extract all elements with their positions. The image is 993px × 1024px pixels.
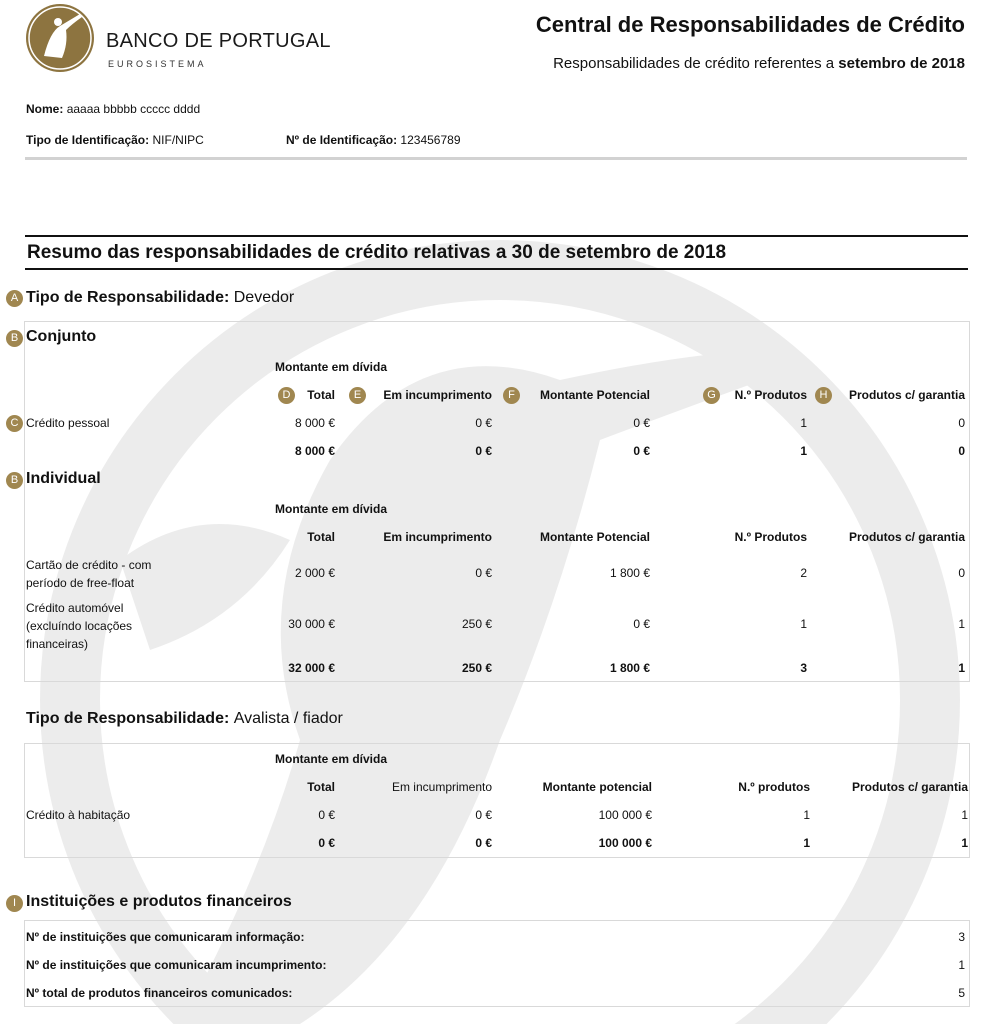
devedor-box bbox=[24, 321, 970, 682]
tipo1-label: Tipo de Responsabilidade: bbox=[26, 289, 230, 306]
divider bbox=[25, 157, 967, 160]
total-produtos: 1 bbox=[803, 836, 810, 850]
id-number-value: 123456789 bbox=[400, 133, 461, 147]
individual-title: Individual bbox=[26, 470, 101, 487]
total-incumprimento: 250 € bbox=[461, 661, 492, 675]
page-subtitle bbox=[553, 55, 965, 72]
total-incumprimento: 0 € bbox=[475, 836, 492, 850]
page-title: Central de Responsabilidades de Crédito bbox=[535, 12, 965, 37]
row-label-line: período de free-float bbox=[26, 576, 135, 590]
inst-row-label: Nº de instituições que comunicaram informação: bbox=[26, 930, 305, 944]
badge-e: E bbox=[349, 387, 366, 404]
inst-row-label: Nº total de produtos financeiros comunicados: bbox=[26, 986, 293, 1000]
cell-potencial: 1 800 € bbox=[609, 566, 650, 580]
col-potencial: Montante Potencial bbox=[539, 388, 650, 402]
badge-a: A bbox=[6, 290, 23, 307]
client-id-number bbox=[286, 133, 461, 147]
col-produtos: N.º Produtos bbox=[734, 388, 807, 402]
cell-produtos: 2 bbox=[800, 566, 807, 580]
client-name-label: Nome: bbox=[26, 102, 64, 116]
col-total: Total bbox=[307, 780, 335, 794]
client-name-value: aaaaa bbbbb ccccc dddd bbox=[66, 102, 201, 116]
col-produtos: N.º produtos bbox=[738, 780, 810, 794]
cell-garantia: 0 bbox=[958, 566, 965, 580]
badge-c: C bbox=[6, 415, 23, 432]
cell-produtos: 1 bbox=[803, 808, 810, 822]
total-total: 32 000 € bbox=[288, 661, 335, 675]
id-type-value: NIF/NIPC bbox=[152, 133, 204, 147]
id-number-label: Nº de Identificação: bbox=[286, 133, 398, 147]
row-label-line: Cartão de crédito - com bbox=[26, 558, 152, 572]
total-garantia: 0 bbox=[958, 444, 965, 458]
col-garantia: Produtos c/ garantia bbox=[848, 530, 965, 544]
col-incumprimento: Em incumprimento bbox=[383, 388, 492, 402]
badge-h: H bbox=[815, 387, 832, 404]
total-incumprimento: 0 € bbox=[475, 444, 492, 458]
row-label: Crédito à habitação bbox=[26, 808, 131, 822]
badge-d: D bbox=[278, 387, 295, 404]
row-label bbox=[26, 556, 151, 592]
total-produtos: 1 bbox=[800, 444, 807, 458]
bank-name: BANCO DE PORTUGAL bbox=[106, 30, 331, 52]
cell-garantia: 1 bbox=[961, 808, 968, 822]
section-rule-bottom bbox=[25, 268, 968, 270]
col-potencial: Montante Potencial bbox=[539, 530, 650, 544]
cell-garantia: 0 bbox=[958, 416, 965, 430]
col-garantia: Produtos c/ garantia bbox=[848, 388, 965, 402]
row-label-line: Crédito automóvel bbox=[26, 601, 124, 615]
cell-incumprimento: 0 € bbox=[475, 416, 492, 430]
id-type-label: Tipo de Identificação: bbox=[26, 133, 150, 147]
avalista-box bbox=[24, 743, 970, 858]
total-potencial: 1 800 € bbox=[609, 661, 650, 675]
col-produtos: N.º Produtos bbox=[734, 530, 807, 544]
tipo2-label: Tipo de Responsabilidade: bbox=[26, 710, 230, 727]
col-incumprimento: Em incumprimento bbox=[391, 780, 492, 794]
col-total: Total bbox=[307, 530, 335, 544]
badge-b-conjunto: B bbox=[6, 330, 23, 347]
subtitle-prefix: Responsabilidades de crédito referentes a bbox=[553, 55, 835, 72]
tipo1-value: Devedor bbox=[233, 289, 295, 306]
col-incumprimento: Em incumprimento bbox=[383, 530, 492, 544]
instituicoes-title: Instituições e produtos financeiros bbox=[26, 893, 292, 910]
cell-produtos: 1 bbox=[800, 416, 807, 430]
badge-i: I bbox=[6, 895, 23, 912]
cell-garantia: 1 bbox=[958, 617, 965, 631]
client-id-type bbox=[26, 133, 204, 147]
inst-row-value: 1 bbox=[958, 958, 965, 972]
total-potencial: 0 € bbox=[633, 444, 650, 458]
conjunto-title: Conjunto bbox=[26, 328, 97, 345]
bank-subtitle: EUROSISTEMA bbox=[108, 59, 207, 69]
cell-total: 30 000 € bbox=[288, 617, 335, 631]
row-label bbox=[26, 599, 132, 653]
avalista-group-header: Montante em dívida bbox=[275, 752, 388, 766]
total-produtos: 3 bbox=[800, 661, 807, 675]
responsibility-type-1 bbox=[26, 289, 294, 307]
cell-total: 2 000 € bbox=[294, 566, 335, 580]
cell-total: 0 € bbox=[318, 808, 335, 822]
col-total: Total bbox=[307, 388, 335, 402]
badge-g: G bbox=[703, 387, 720, 404]
conjunto-group-header: Montante em dívida bbox=[275, 360, 388, 374]
cell-incumprimento: 0 € bbox=[475, 808, 492, 822]
total-garantia: 1 bbox=[958, 661, 965, 675]
total-total: 0 € bbox=[318, 836, 335, 850]
inst-row-value: 3 bbox=[958, 930, 965, 944]
summary-title: Resumo das responsabilidades de crédito relativas a 30 de setembro de 2018 bbox=[27, 242, 727, 263]
row-label-line: financeiras) bbox=[26, 637, 89, 651]
tipo2-value: Avalista / fiador bbox=[233, 710, 343, 727]
row-label-line: (excluíndo locações bbox=[26, 619, 133, 633]
total-garantia: 1 bbox=[961, 836, 968, 850]
banco-de-portugal-logo bbox=[22, 2, 98, 74]
badge-b-individual: B bbox=[6, 472, 23, 489]
col-potencial: Montante potencial bbox=[542, 780, 652, 794]
cell-produtos: 1 bbox=[800, 617, 807, 631]
section-rule-top bbox=[25, 235, 968, 237]
individual-group-header: Montante em dívida bbox=[275, 502, 388, 516]
cell-potencial: 100 000 € bbox=[598, 808, 652, 822]
responsibility-type-2 bbox=[26, 710, 343, 728]
cell-potencial: 0 € bbox=[633, 617, 650, 631]
client-name bbox=[26, 102, 200, 116]
cell-incumprimento: 0 € bbox=[475, 566, 492, 580]
total-potencial: 100 000 € bbox=[598, 836, 652, 850]
cell-total: 8 000 € bbox=[294, 416, 335, 430]
cell-potencial: 0 € bbox=[633, 416, 650, 430]
cell-incumprimento: 250 € bbox=[461, 617, 492, 631]
subtitle-period: setembro de 2018 bbox=[838, 55, 965, 72]
inst-row-label: Nº de instituições que comunicaram incumprimento: bbox=[26, 958, 327, 972]
col-garantia: Produtos c/ garantia bbox=[851, 780, 968, 794]
total-total: 8 000 € bbox=[294, 444, 335, 458]
row-label: Crédito pessoal bbox=[26, 416, 110, 430]
inst-row-value: 5 bbox=[958, 986, 965, 1000]
badge-f: F bbox=[503, 387, 520, 404]
